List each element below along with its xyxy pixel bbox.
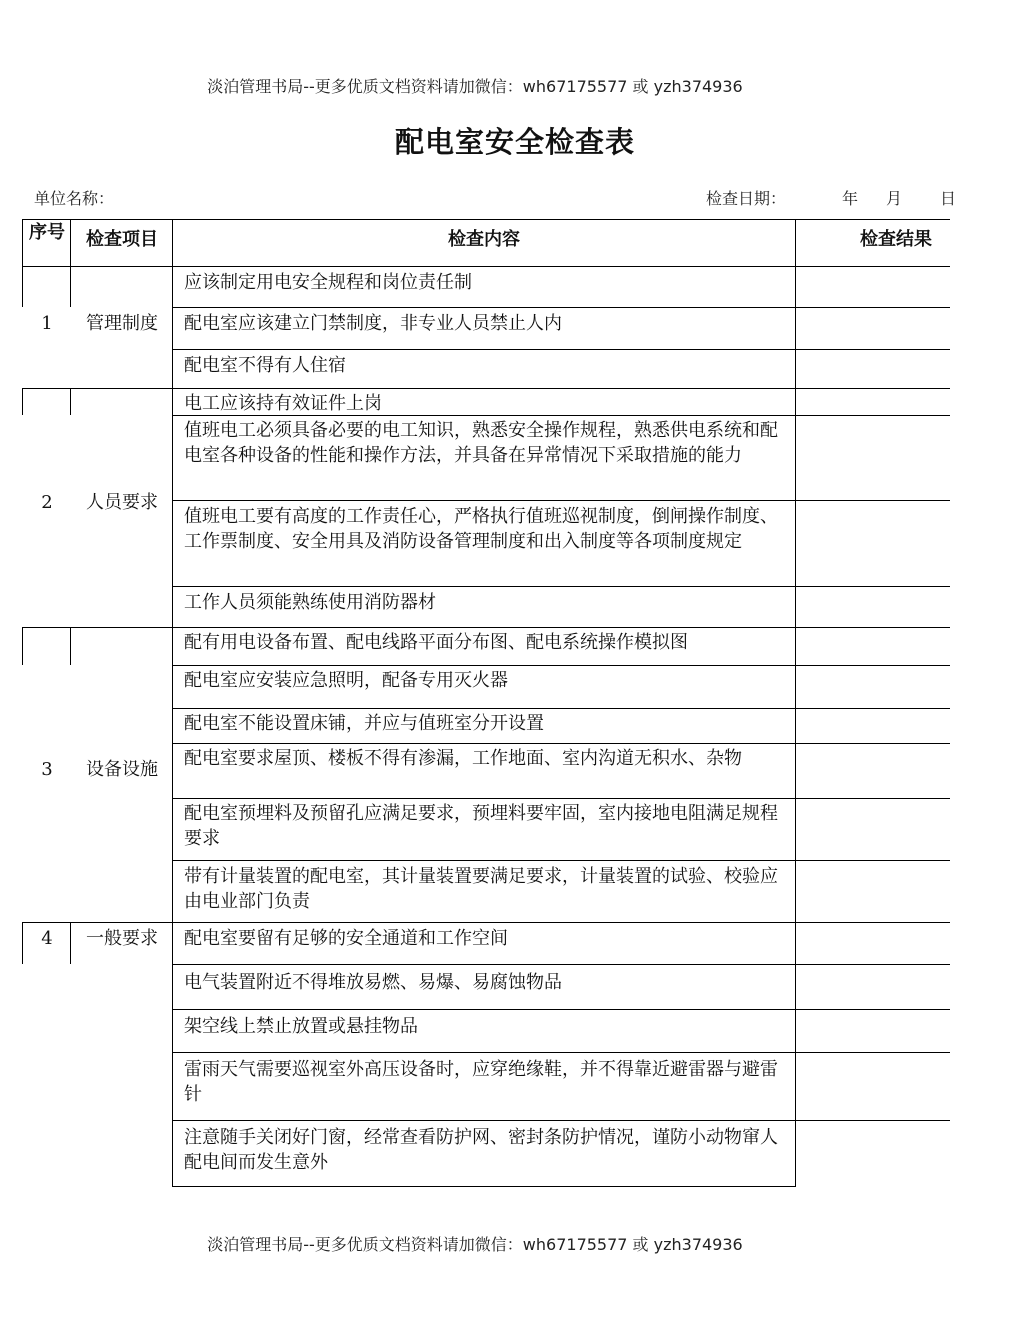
table-border: [70, 922, 71, 964]
check-content-cell: 应该制定用电安全规程和岗位责任制: [184, 272, 472, 293]
table-border: [22, 219, 23, 307]
date-month-label: 月: [886, 189, 903, 208]
table-border: [172, 708, 950, 709]
table-border: [22, 922, 950, 923]
table-border: [172, 415, 950, 416]
section-item: 一般要求: [86, 928, 158, 949]
table-border: [22, 388, 23, 415]
table-border: [22, 266, 950, 267]
section-seq: 3: [41, 759, 53, 780]
check-content-cell: 带有计量装置的配电室，其计量装置要满足要求，计量装置的试验、校验应由电业部门负责: [184, 866, 778, 912]
header-note: 淡泊管理书局--更多优质文档资料请加微信：wh67175577 或 yzh374936: [207, 77, 743, 96]
table-border: [22, 219, 950, 220]
check-content-cell: 架空线上禁止放置或悬挂物品: [184, 1016, 418, 1037]
check-content-cell: 配电室应该建立门禁制度，非专业人员禁止人内: [184, 313, 562, 334]
table-border: [172, 219, 173, 1187]
table-border: [70, 219, 71, 307]
header-seq: 序号: [29, 222, 65, 243]
table-border: [172, 1120, 950, 1121]
check-content-cell: 电工应该持有效证件上岗: [184, 393, 382, 414]
check-content-cell: 配电室应安装应急照明，配备专用灭火器: [184, 670, 508, 691]
section-seq: 1: [41, 313, 53, 334]
check-content-cell: 值班电工必须具备必要的电工知识，熟悉安全操作规程，熟悉供电系统和配电室各种设备的性能和操作方法，并具备在异常情况下采取措施的能力: [184, 420, 778, 466]
table-border: [22, 627, 23, 665]
table-border: [172, 964, 950, 965]
date-day-label: 日: [940, 189, 957, 208]
table-border: [172, 307, 950, 308]
check-content-cell: 配电室不得有人住宿: [184, 355, 346, 376]
header-result: 检查结果: [860, 229, 932, 250]
check-content-cell: 雷雨天气需要巡视室外高压设备时，应穿绝缘鞋，并不得靠近避雷器与避雷针: [184, 1059, 778, 1105]
table-border: [22, 922, 23, 964]
check-content-cell: 注意随手关闭好门窗，经常查看防护网、密封条防护情况，谨防小动物窜人配电间而发生意外: [184, 1127, 778, 1173]
page-title: 配电室安全检查表: [394, 125, 635, 159]
table-border: [172, 743, 950, 744]
check-content-cell: 值班电工要有高度的工作责任心，严格执行值班巡视制度，倒闸操作制度、工作票制度、安全用具及消防设备管理制度和出入制度等各项制度规定: [184, 506, 778, 552]
table-border: [172, 665, 950, 666]
table-border: [22, 388, 950, 389]
table-border: [172, 1186, 796, 1187]
footer-note: 淡泊管理书局--更多优质文档资料请加微信：wh67175577 或 yzh374936: [207, 1235, 743, 1254]
section-item: 人员要求: [86, 492, 158, 513]
check-content-cell: 配电室要求屋顶、楼板不得有渗漏，工作地面、室内沟道无积水、杂物: [184, 748, 742, 769]
check-content-cell: 电气装置附近不得堆放易燃、易爆、易腐蚀物品: [184, 972, 562, 993]
check-content-cell: 配电室不能设置床铺，并应与值班室分开设置: [184, 713, 544, 734]
check-content-cell: 配电室要留有足够的安全通道和工作空间: [184, 928, 508, 949]
table-border: [795, 219, 796, 1187]
section-seq: 2: [41, 492, 53, 513]
table-border: [172, 500, 950, 501]
table-border: [172, 798, 950, 799]
header-content: 检查内容: [448, 229, 520, 250]
unit-name-label: 单位名称：: [34, 189, 115, 208]
table-border: [172, 860, 950, 861]
header-item: 检查项目: [86, 229, 158, 250]
table-border: [172, 586, 950, 587]
section-seq: 4: [41, 928, 53, 949]
section-item: 管理制度: [86, 313, 158, 334]
date-year-label: 年: [842, 189, 859, 208]
check-content-cell: 配有用电设备布置、配电线路平面分布图、配电系统操作模拟图: [184, 632, 688, 653]
table-border: [70, 627, 71, 665]
table-border: [172, 1009, 950, 1010]
table-border: [22, 627, 950, 628]
section-item: 设备设施: [86, 759, 158, 780]
table-border: [172, 1052, 950, 1053]
check-date-label: 检查日期：: [706, 189, 787, 208]
check-content-cell: 工作人员须能熟练使用消防器材: [184, 592, 436, 613]
table-border: [70, 388, 71, 415]
table-border: [172, 349, 950, 350]
check-content-cell: 配电室预埋料及预留孔应满足要求，预埋料要牢固，室内接地电阻满足规程要求: [184, 803, 778, 849]
